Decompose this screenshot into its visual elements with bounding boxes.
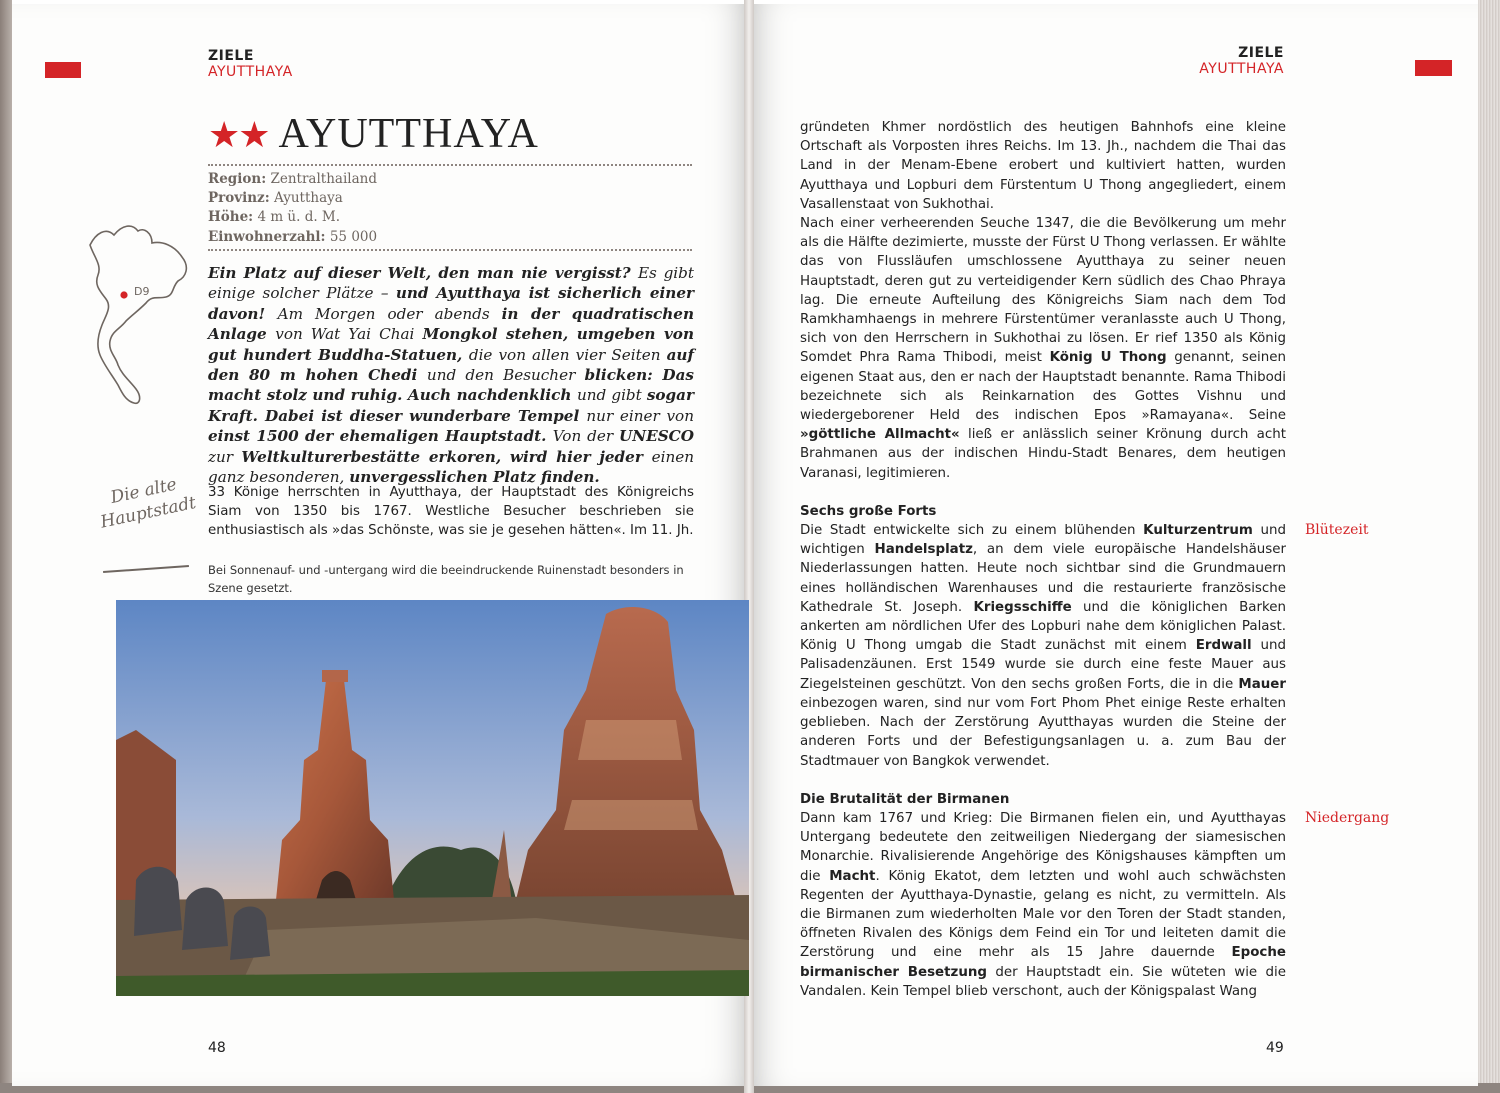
- subheading: Die Brutalität der Birmanen: [800, 791, 1010, 807]
- book-cover-edge: [0, 0, 12, 1093]
- temple-photo: [116, 600, 749, 996]
- intro-run: UNESCO: [619, 427, 695, 446]
- intro-run: von Wat Yai Chai: [275, 325, 423, 344]
- running-header-right: [1199, 45, 1284, 77]
- chapter-tab-marker: [45, 62, 81, 78]
- intro-run: nur einer von: [586, 406, 694, 425]
- thailand-map-icon: [82, 215, 192, 415]
- intro-run: in der quadratischen Anlage: [208, 304, 694, 344]
- info-box: [208, 164, 692, 251]
- paragraph: Dann kam 1767 und Krieg: Die Birmanen fielen ein, und Ayutthayas Untergang bedeutete den zeitweiligen Niedergang der siamesischen Monarchie. Rivalisierende Angehörige des Königshauses kämpften um die Macht. König Ekatot, dem letzten und wohl auch schwächsten Regenten der Ayutthaya-Dynastie, gelang es nicht, zu vermitteln. Als die Birmanen zum wiederholten Male vor den Toren der Stadt standen, öffneten Rivalen des Königs dem Feind ein Tor und leiteten damit die Zerstörung und eine mehr als 15 Jahre dauernde Epoche birmanischer Besetzung der Hauptstadt ein. Sie wüteten wie die Vandalen. Kein Tempel blieb verschont, auch der Königspalast Wang: [800, 810, 1287, 999]
- margin-keyword: Blütezeit: [1305, 522, 1369, 538]
- intro-run: und gibt: [576, 386, 647, 405]
- paragraph: Nach einer verheerenden Seuche 1347, die die Bevölkerung um mehr als die Hälfte dezimierte, musste der Fürst U Thong verlassen. Er wählte das von Flussläufen umschlossene Ayutthaya zu seiner neuen Hauptstadt, deren gut zu verteidigender Kern südlich des Chao Phraya lag. Die erneute Aufteilung des Königreichs Siam nach dem Tod Ramkhamhaengs in mehrere Fürstentümer veranlasste auch U Thong, sich von den Herrschern in Sukhothai zu lösen. Er rief 1350 als König Somdet Phra Rama Thibodi, meist König U Thong genannt, seinen eigenen Staat aus, den er nach der Hauptstadt benannte. Rama Thibodi bezeichnete sich als Reinkarnation des Gottes Vishnu und wiedergeborener Held des indischen Epos »Ramayana«. Seine »göttliche Allmacht« ließ er anlässlich seiner Krönung durch acht Brahmanen aus der indischen Hindu-Stadt Benares, dem heutigen Varanasi, legitimieren.: [800, 216, 1286, 481]
- intro-run: Ein Platz auf dieser Welt, den man nie vergisst?: [208, 264, 638, 282]
- info-province: Provinz: Ayutthaya: [208, 190, 343, 207]
- body-text-right: [800, 118, 1286, 1001]
- page-title: [208, 110, 539, 159]
- info-height: Höhe: 4 m ü. d. M.: [208, 209, 341, 226]
- paragraph: gründeten Khmer nordöstlich des heutigen Bahnhofs eine kleine Ortschaft als Vorposten ihres Reichs. Im 13. Jh., nachdem die Thai das Land in der Menam-Ebene erobert und kultiviert hatten, wurden Ayutthaya und Lopburi dem Fürstentum U Thong angegliedert, einem Vasallenstaat von Sukhothai.: [800, 120, 1286, 212]
- handwritten-margin-note: Die alte Hauptstadt: [98, 474, 198, 533]
- page-number-left: 48: [208, 1040, 226, 1056]
- intro-run: Weltkulturerbestätte erkoren, wird hier jeder: [241, 447, 652, 466]
- intro-run: zur: [208, 447, 242, 466]
- header-section: ZIELE: [1238, 45, 1284, 61]
- intro-run: Von der: [552, 427, 620, 446]
- intro-run: einst 1500 der ehemaligen Hauptstadt.: [208, 427, 553, 446]
- rating-stars-icon: ★★: [208, 115, 269, 155]
- intro-run: einen ganz besonderen,: [208, 447, 694, 487]
- body-text-left: 33 Könige herrschten in Ayutthaya, der Hauptstadt des Königreichs Siam von 1350 bis 1767. Westliche Besucher beschrieben sie enthusiastisch als »das Schönste, was sie je gesehen hätten«. Im 11. Jh.: [208, 485, 694, 539]
- intro-run: Mongkol stehen, umgeben von gut hundert Buddha-Statuen,: [208, 325, 694, 364]
- book-page-edges: [1478, 0, 1500, 1093]
- page-number-right: 49: [1266, 1040, 1284, 1056]
- intro-run: unvergesslichen Platz finden.: [349, 468, 600, 487]
- map-grid-label: D9: [134, 285, 150, 298]
- photo-caption: Bei Sonnenauf- und -untergang wird die beeindruckende Ruinenstadt besonders in Szene gesetzt.: [208, 563, 684, 595]
- header-section: ZIELE: [208, 48, 254, 64]
- chapter-tab-marker: [1415, 60, 1452, 76]
- intro-run: sogar Kraft. Dabei ist dieser wunderbare Tempel: [208, 386, 694, 425]
- intro-run: und den Besucher: [426, 366, 585, 385]
- intro-run: und Ayutthaya ist sicherlich einer davon!: [208, 284, 695, 323]
- intro-run: auf den 80 m hohen Chedi: [208, 345, 694, 385]
- running-header-left: [208, 48, 293, 80]
- margin-keyword: Niedergang: [1305, 810, 1390, 826]
- header-place: AYUTTHAYA: [208, 64, 293, 80]
- intro-run: die von allen vier Seiten: [468, 345, 667, 364]
- header-place: AYUTTHAYA: [1199, 61, 1284, 77]
- intro-paragraph: [208, 263, 694, 487]
- subheading: Sechs große Forts: [800, 503, 937, 519]
- paragraph: Die Stadt entwickelte sich zu einem blühenden Kulturzentrum und wichtigen Handelsplatz, an dem viele europäische Handelshäuser Niederlassungen hatten. Heute noch sichtbar sind die Grundmauern eines holländischen Warenhauses und die restaurierte französische Kathedrale St. Joseph. Kriegsschiffe und die königlichen Barken ankerten am nördlichen Ufer des Lopburi nahe dem königlichen Palast. König U Thong umgab die Stadt zunächst mit einem Erdwall und Palisadenzäunen. Erst 1549 wurde sie durch eine feste Mauer aus Ziegelsteinen geschützt. Von den sechs großen Forts, die in die Mauer einbezogen waren, sind nur vom Fort Phom Phet einige Reste erhalten geblieben. Nach der Zerstörung Ayutthayas wurden die Steine der anderen Forts und der Befestigungsanlagen u. a. zum Bau der Stadtmauer von Bangkok verwendet.: [800, 523, 1286, 769]
- info-population: Einwohnerzahl: 55 000: [208, 228, 378, 245]
- intro-run: blicken: Das macht stolz und ruhig. Auch nachdenklich: [208, 366, 694, 405]
- title-text: AYUTTHAYA: [278, 111, 539, 157]
- intro-run: Es gibt einige solcher Plätze –: [208, 264, 694, 303]
- intro-run: Am Morgen oder abends: [277, 304, 502, 323]
- info-region: Region: Zentralthailand: [208, 171, 377, 187]
